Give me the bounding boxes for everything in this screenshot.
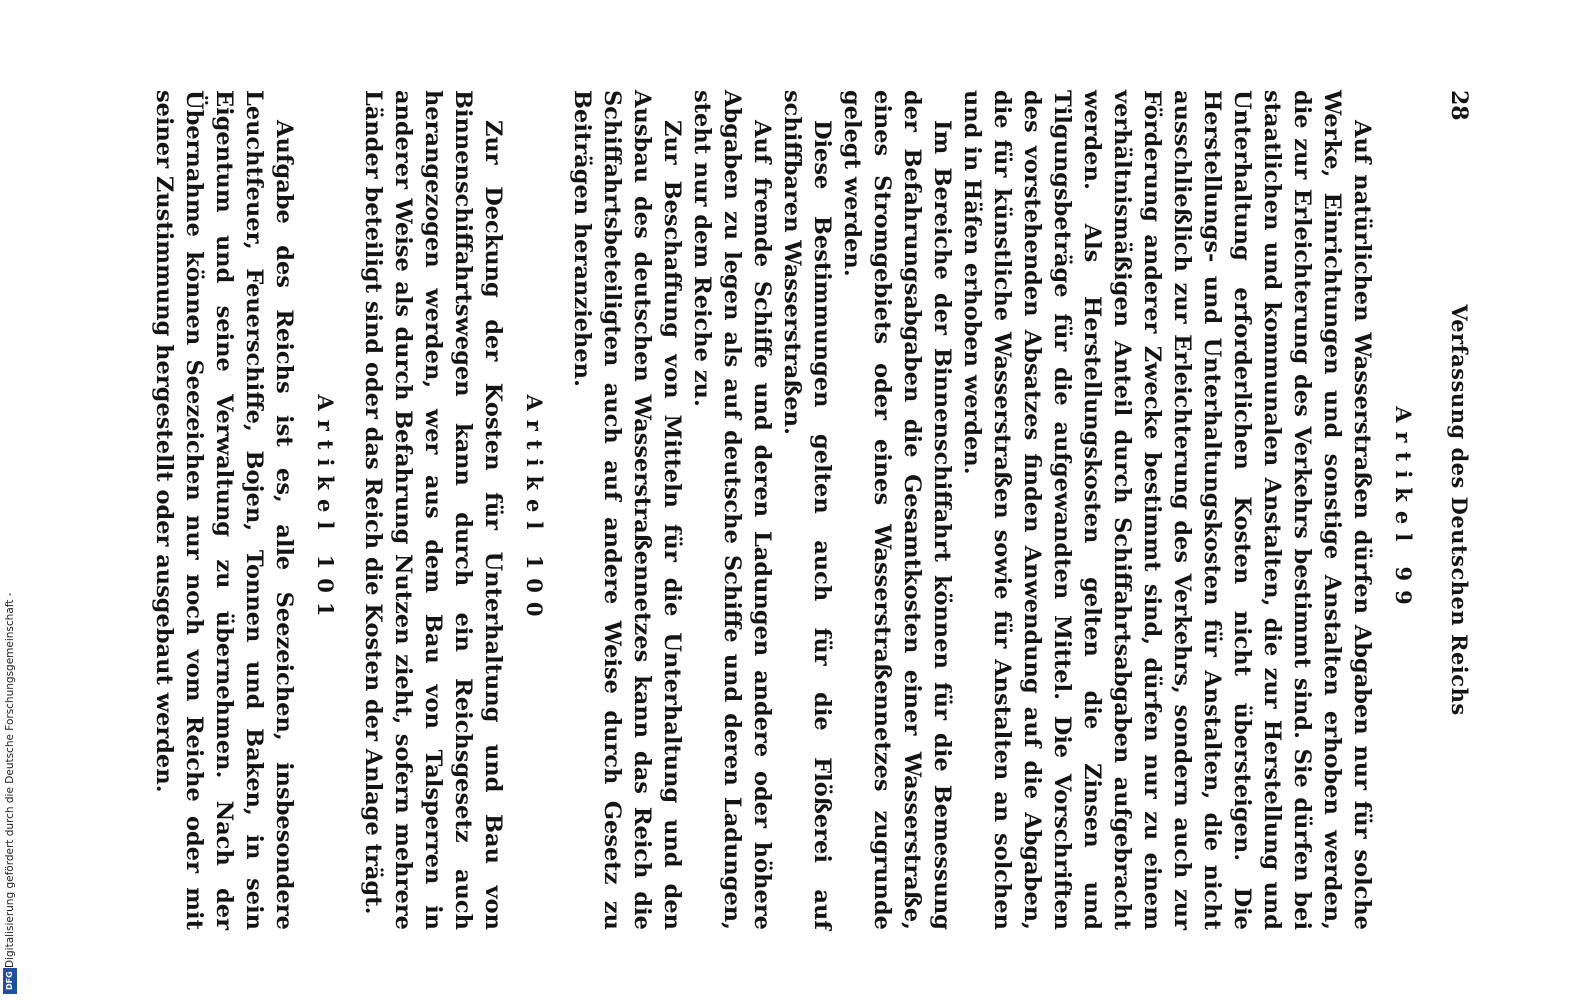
page-header (1436, 90, 1476, 930)
paragraph: Zur Deckung der Kosten für Unterhaltung und Bau von Binnenschiffahrtswegen kann durch ein Reichsgesetz auch herangezogen werden, wer aus dem Bau von Talsperren in anderer Weise als durch Befahrung Nutzen zieht, sofern mehrere Länder beteiligt sind oder das Reich die Kosten der Anlage trägt. (360, 90, 506, 930)
dfg-logo: DFG (3, 968, 17, 994)
rotated-page (0, 20, 1576, 980)
paragraph: Zur Beschaffung von Mitteln für die Unterhaltung und den Ausbau des deutschen Wasserstraßennetzes kann das Reich die Schiffahrtsbeteiligten auch auf andere Weise durch Gesetz zu Beiträgen heranziehen. (569, 90, 685, 930)
running-head: Verfassung des Deutschen Reichs (1447, 304, 1472, 716)
page-number: 28 (1446, 90, 1472, 121)
article-100 (358, 90, 547, 930)
paragraph: Auf fremde Schiffe und deren Ladungen andere oder höhere Abgaben zu legen als auf deutsche Schiffe und deren Ladungen, steht nur dem Reiche zu. (689, 90, 775, 930)
paragraph: Auf natürlichen Wasserstraßen dürfen Abgaben nur für solche Werke, Einrichtungen und sonstige Anstalten erhoben werden, die zur Erleichterung des Verkehrs bestimmt sind. Sie dürfen bei staatlichen und kommunalen Anstalten, die zur Herstellung und Unterhaltung erforderlichen Kosten nicht übersteigen. Die Herstellungs- und Unterhaltungskosten für Anstalten, die nicht ausschließlich zur Erleichterung des Verkehrs, sondern auch zur Förderung anderer Zwecke bestimmt sind, dürfen nur zu einem verhältnismäßigen Anteil durch Schiffahrtsabgaben aufgebracht werden. Als Herstellungskosten gelten die Zinsen und Tilgungsbeträge für die aufgewandten Mittel. Die Vorschriften des vorstehenden Absatzes finden Anwendung auf die Abgaben, die für künstliche Wasserstraßen sowie für Anstalten an solchen und in Häfen erhoben werden. (959, 90, 1375, 930)
paragraph: Diese Bestimmungen gelten auch für die Flößerei auf schiffbaren Wasserstraßen. (779, 90, 835, 930)
paragraph: Aufgabe des Reichs ist es, alle Seezeichen, insbesondere Leuchtfeuer, Feuerschiffe, Bojen, Tonnen und Baken, in sein Eigentum und seine Verwaltung zu übernehmen. Nach der Übernahme können Seezeichen nur noch vom Reiche oder mit seiner Zustimmung hergestellt oder ausgebaut werden. (151, 90, 297, 930)
article-heading: Artikel 100 (522, 394, 547, 626)
article-heading: Artikel 101 (313, 394, 338, 626)
page-text-block (149, 90, 1476, 930)
paragraph: Im Bereiche der Binnenschiffahrt können für die Bemessung der Befahrungsabgaben die Gesamtkosten einer Wasserstraße, eines Stromgebiets oder eines Wasserstraßennetzes zugrunde gelegt werden. (839, 90, 955, 930)
article-101 (149, 90, 338, 930)
digitization-credit: Digitalisierung gefördert durch die Deutsche Forschungsgemeinschaft - (4, 592, 16, 968)
article-99 (567, 90, 1416, 930)
article-heading: Artikel 99 (1391, 406, 1416, 614)
